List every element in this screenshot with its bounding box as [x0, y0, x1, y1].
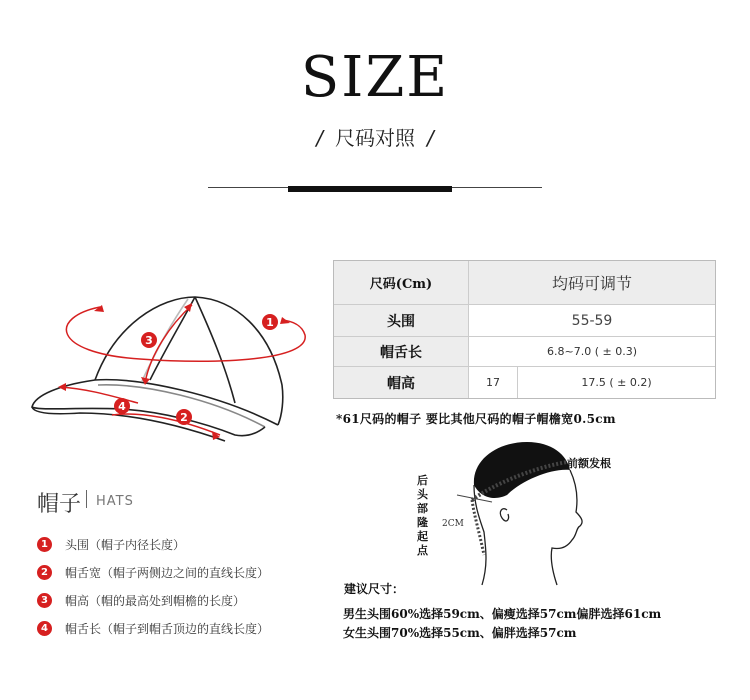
row-value-brim: 6.8~7.0 ( ± 0.3) [547, 345, 637, 358]
legend-number-1: 1 [37, 537, 52, 552]
cap-marker-3-label: 3 [145, 334, 153, 347]
table-header-row [334, 261, 715, 305]
row-value-height-a: 17 [469, 367, 518, 398]
cap-diagram [20, 285, 330, 455]
suggestion-line-female: 女生头围70%选择55cm、偏胖选择57cm [343, 626, 577, 640]
table-row [334, 337, 715, 367]
row-label-height: 帽高 [334, 367, 469, 398]
legend-number-3: 3 [37, 593, 52, 608]
divider-accent [288, 186, 452, 192]
table-header-label: 尺码(Cm) [334, 261, 469, 304]
size-table [333, 260, 716, 399]
svg-text:点: 点 [417, 544, 428, 557]
table-header-value: 均码可调节 [551, 274, 632, 293]
svg-text:起: 起 [417, 530, 428, 543]
size-note: *61尺码的帽子 要比其他尺码的帽子帽檐宽0.5cm [336, 412, 616, 426]
svg-text:后: 后 [417, 474, 428, 487]
legend-text: 头围（帽子内径长度） [65, 537, 186, 552]
table-row [334, 367, 715, 398]
table-row [334, 305, 715, 337]
page-title: SIZE [300, 45, 450, 110]
suggestion-line-male: 男生头围60%选择59cm、偏瘦选择57cm偏胖选择61cm [343, 607, 662, 621]
head-label-2cm: 2CM [442, 519, 464, 529]
hats-subtitle: HATS [96, 494, 134, 509]
cap-marker-4-label: 4 [118, 400, 126, 413]
subtitle-text: 尺码对照 [335, 126, 415, 150]
head-label-front: 前额发根 [567, 457, 611, 470]
row-value-head: 55-59 [571, 312, 613, 329]
legend-text: 帽舌宽（帽子两侧边之间的直线长度） [65, 565, 270, 580]
legend-text: 帽高（帽的最高处到帽檐的长度） [65, 593, 246, 608]
legend-item [37, 563, 269, 581]
legend-number-4: 4 [37, 621, 52, 636]
legend-number-2: 2 [37, 565, 52, 580]
hats-title: 帽子 [37, 492, 82, 517]
cap-marker-1-label: 1 [266, 316, 274, 329]
suggestion-title: 建议尺寸： [344, 582, 405, 596]
subtitle-slash-right: / [427, 126, 434, 150]
hats-separator [86, 490, 87, 508]
legend-item [37, 535, 185, 553]
svg-text:部: 部 [417, 502, 428, 515]
subtitle-slash-left: / [316, 126, 323, 150]
row-label-brim: 帽舌长 [334, 337, 469, 366]
row-value-height-b: 17.5 ( ± 0.2) [581, 376, 652, 389]
row-label-head: 头围 [334, 305, 469, 336]
legend-item [37, 619, 269, 637]
legend-text: 帽舌长（帽子到帽舌顶边的直线长度） [65, 621, 270, 636]
legend-item [37, 591, 245, 609]
svg-text:头: 头 [417, 488, 428, 501]
page-subtitle [0, 122, 750, 151]
cap-marker-2-label: 2 [180, 411, 188, 424]
head-diagram [412, 440, 652, 590]
svg-text:隆: 隆 [417, 516, 428, 529]
head-label-back [417, 473, 429, 557]
